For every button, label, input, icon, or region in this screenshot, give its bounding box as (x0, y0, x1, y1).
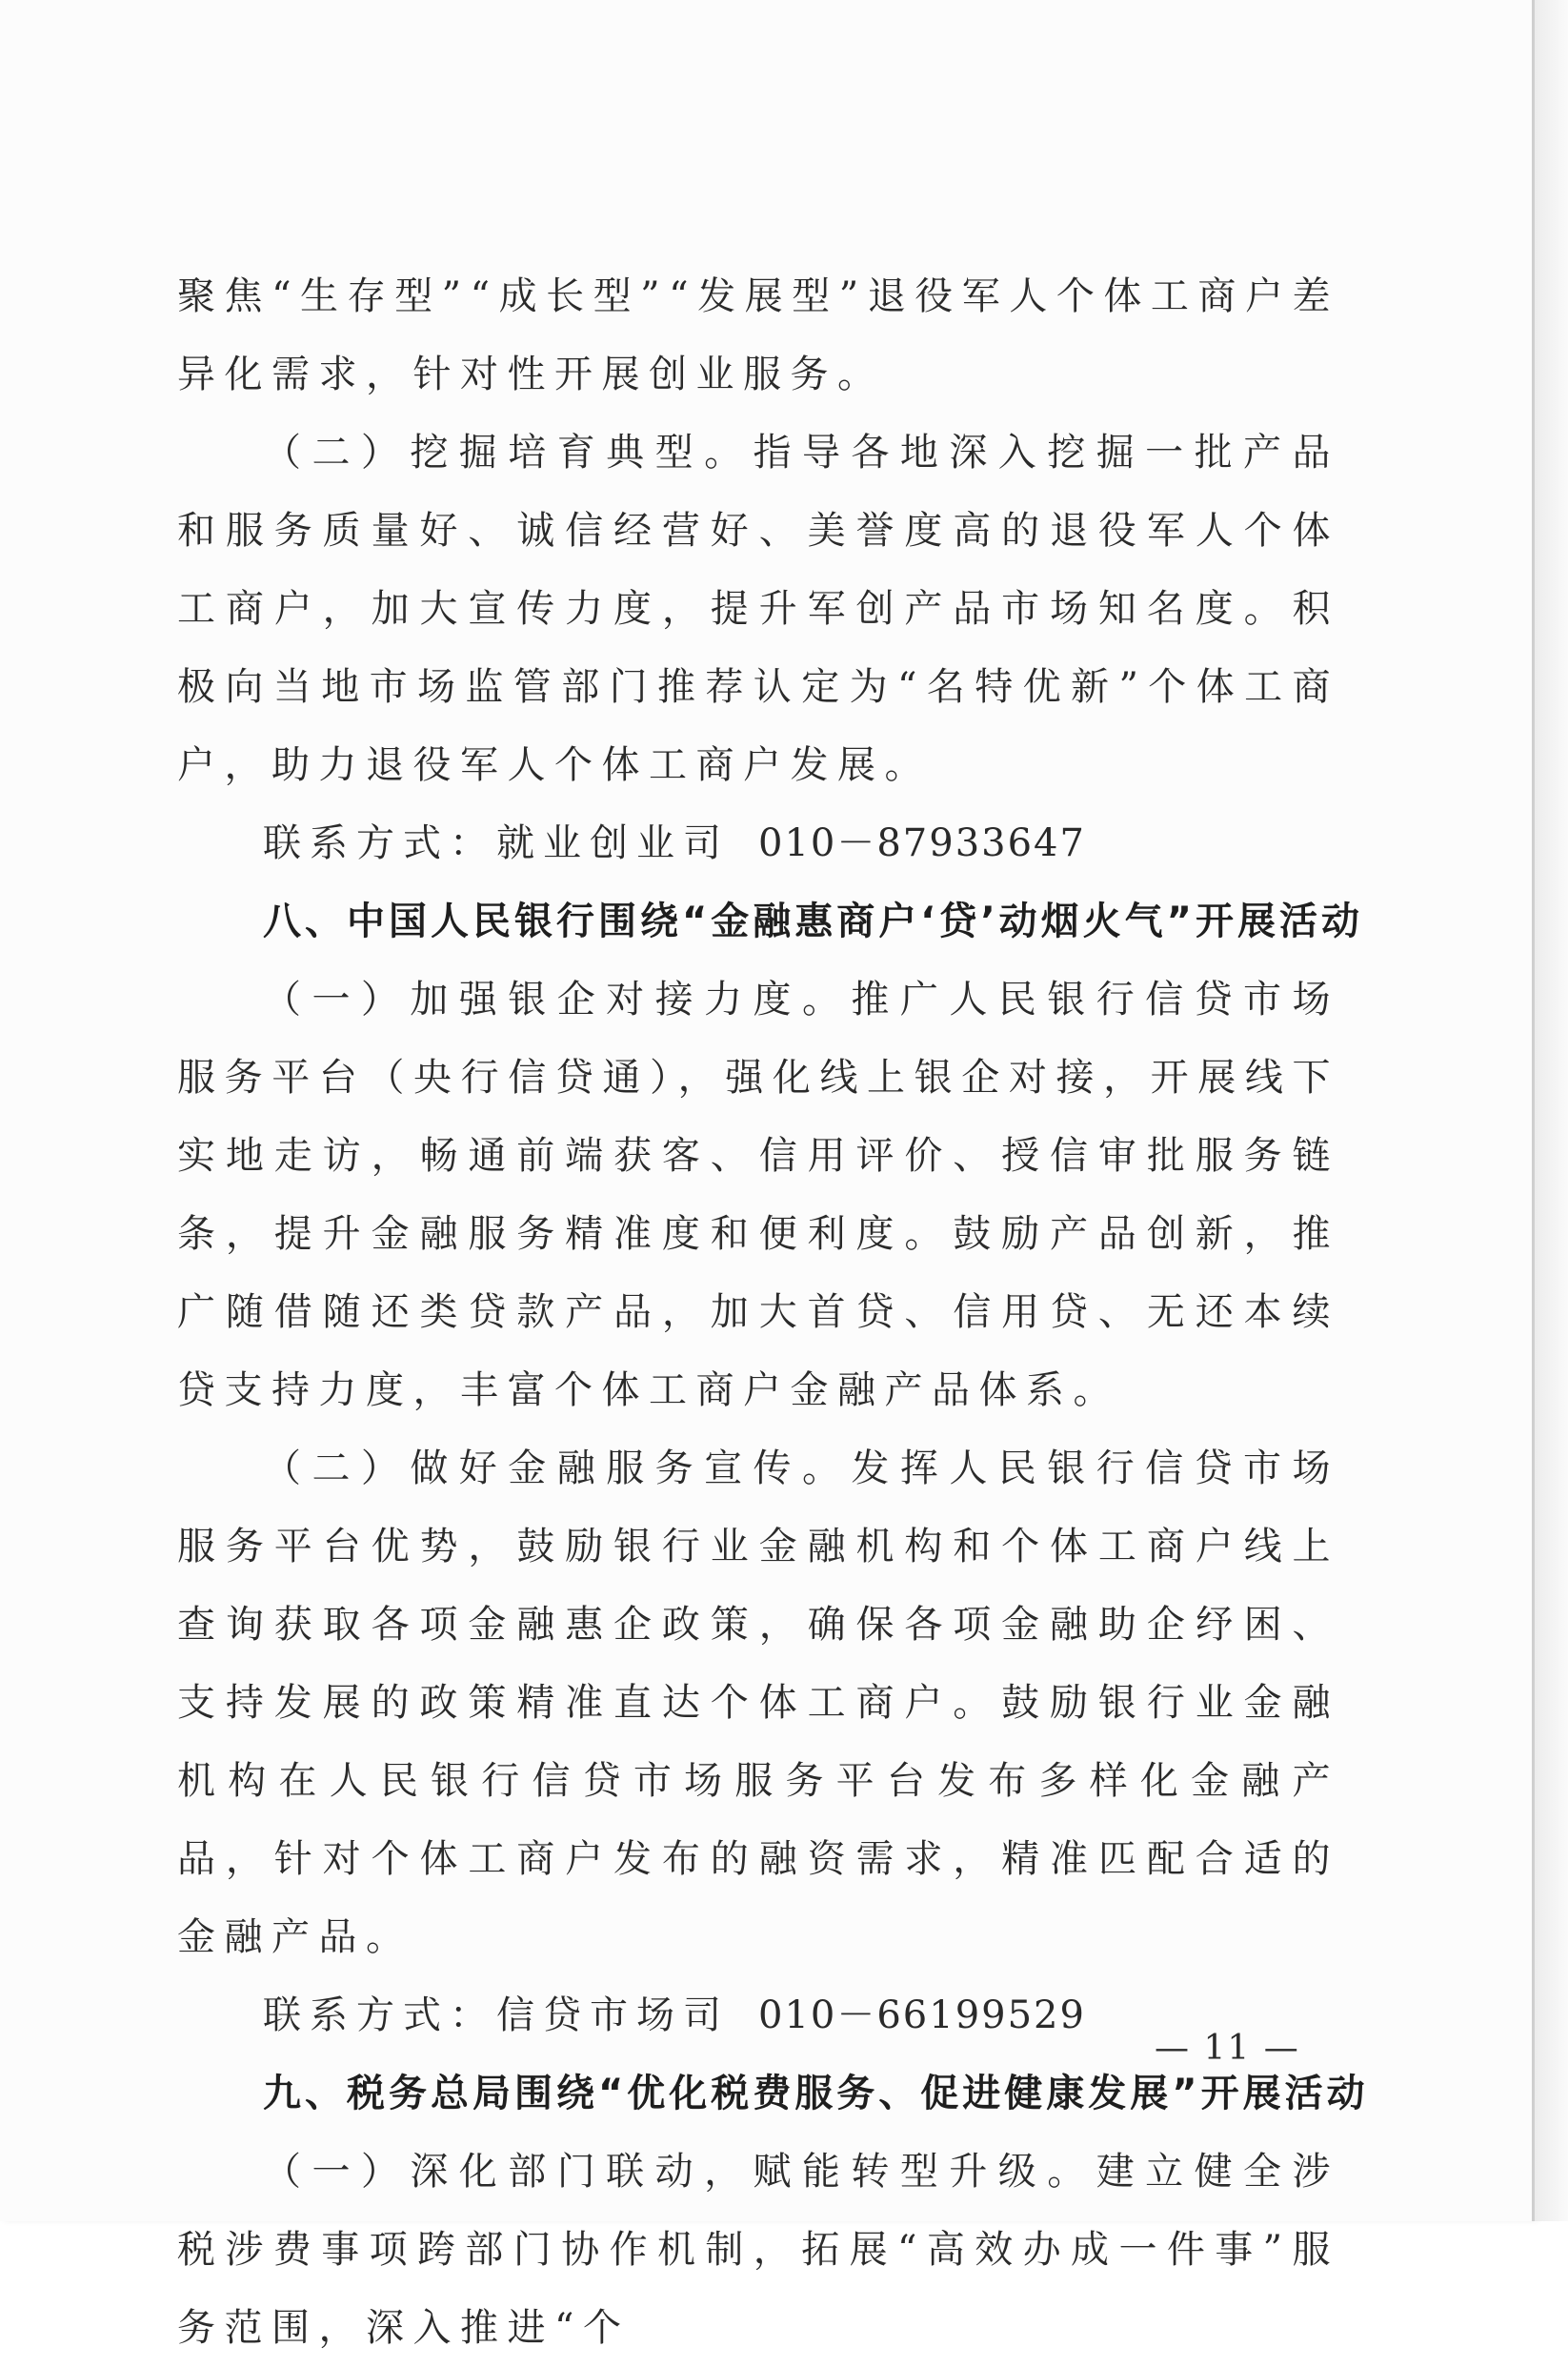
contact-phone: 010－66199529 (758, 1993, 1086, 2037)
scan-edge (1535, 0, 1568, 2221)
paragraph-department-linkage: （一）深化部门联动，赋能转型升级。建立健全涉税涉费事项跨部门协作机制，拓展“高效办成一件事”服务范围，深入推进“个 (177, 2150, 1339, 2350)
paragraph-financial-publicity: （二）做好金融服务宣传。发挥人民银行信贷市场服务平台优势，鼓励银行业金融机构和个体工商户线上查询获取各项金融惠企政策，确保各项金融助企纾困、支持发展的政策精准直达个体工商户。鼓励银行业金融机构在人民银行信贷市场服务平台发布多样化金融产品，针对个体工商户发布的融资需求，精准匹配合适的金融产品。 (177, 1446, 1339, 1959)
contact-employment (177, 804, 1339, 882)
contact-phone: 010－87933647 (758, 821, 1086, 865)
section-heading-9: 九、税务总局围绕“优化税费服务、促进健康发展”开展活动 (263, 2072, 1369, 2115)
paragraph-continuation: 聚焦“生存型”“成长型”“发展型”退役军人个体工商户差异化需求，针对性开展创业服务。 (177, 274, 1339, 396)
contact-label: 联系方式：就业创业司 (263, 821, 730, 865)
page-number: — 11 — (1155, 2029, 1300, 2068)
paragraph-bank-enterprise: （一）加强银企对接力度。推广人民银行信贷市场服务平台（央行信贷通），强化线上银企对接，开展线下实地走访，畅通前端获客、信用评价、授信审批服务链条，提升金融服务精准度和便利度。鼓励产品创新，推广随借随还类贷款产品，加大首贷、信用贷、无还本续贷支持力度，丰富个体工商户金融产品体系。 (177, 978, 1339, 1412)
paragraph-cultivate-typical: （二）挖掘培育典型。指导各地深入挖掘一批产品和服务质量好、诚信经营好、美誉度高的退役军人个体工商户，加大宣传力度，提升军创产品市场知名度。积极向当地市场监管部门推荐认定为“名特优新”个体工商户，助力退役军人个体工商户发展。 (177, 431, 1339, 787)
contact-label: 联系方式：信贷市场司 (263, 1993, 730, 2037)
section-heading-8: 八、中国人民银行围绕“金融惠商户‘贷’动烟火气”开展活动 (263, 900, 1363, 943)
